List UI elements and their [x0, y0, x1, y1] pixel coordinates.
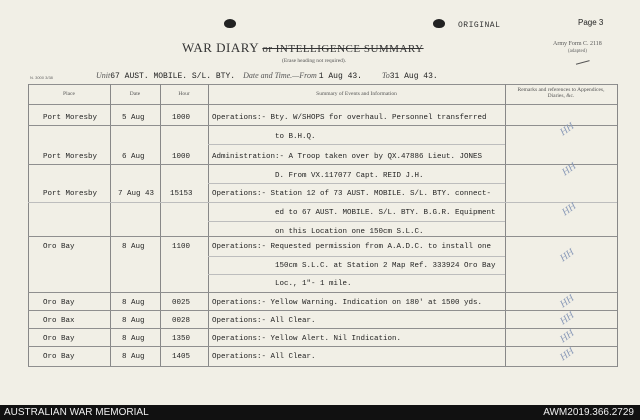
- row-date: 8 Aug: [122, 299, 145, 307]
- datetime-label: Date and Time.—From: [243, 71, 317, 80]
- remarks-initials: HH: [558, 120, 577, 139]
- punch-hole: [433, 19, 445, 28]
- row-hour: 1000: [172, 153, 191, 161]
- footer-reference: AWM2019.366.2729: [543, 407, 634, 418]
- row-date: 8 Aug: [122, 353, 145, 361]
- row-place: Port Moresby: [43, 114, 98, 122]
- remarks-initials: HH: [558, 292, 577, 311]
- row-rule: [28, 125, 617, 126]
- page-number: Page 3: [578, 18, 604, 27]
- summary-line: Operations:- Bty. W/SHOPS for overhaul. Personnel transferred: [212, 114, 487, 122]
- row-rule: [28, 236, 617, 237]
- summary-line: Operations:- All Clear.: [212, 317, 316, 325]
- row-place: Oro Bay: [43, 243, 75, 251]
- to-label: To: [381, 71, 390, 80]
- row-hour: 0025: [172, 299, 191, 307]
- unit-line: [96, 71, 438, 81]
- archive-footer: [0, 405, 640, 420]
- remarks-initials: HH: [560, 200, 579, 219]
- row-place: Oro Bax: [43, 317, 75, 325]
- remarks-initials: HH: [558, 327, 577, 346]
- row-rule: [28, 328, 617, 329]
- line-rule: [208, 274, 505, 275]
- row-date: 8 Aug: [122, 243, 145, 251]
- summary-line: Operations:- Yellow Warning. Indication on 180' at 1500 yds.: [212, 299, 483, 307]
- row-hour: 0028: [172, 317, 191, 325]
- punch-hole: [224, 19, 236, 28]
- col-header-date: Date: [129, 91, 141, 97]
- remarks-initials: HH: [558, 309, 577, 328]
- row-place: Port Moresby: [43, 153, 98, 161]
- col-divider: [505, 84, 506, 367]
- row-rule: [28, 346, 617, 347]
- summary-line: Loc., 1"- 1 mile.: [275, 280, 352, 288]
- line-rule: [208, 183, 505, 184]
- line-rule: [208, 256, 505, 257]
- header-rule: [28, 104, 617, 105]
- col-header-place: Place: [63, 91, 75, 97]
- summary-line: Operations:- All Clear.: [212, 353, 316, 361]
- row-place: Oro Bay: [43, 299, 75, 307]
- summary-line: Operations:- Yellow Alert. Nil Indication.: [212, 335, 402, 343]
- line-rule: [208, 144, 505, 145]
- col-header-summary: Summary of Events and Information: [316, 91, 397, 97]
- table-bottom-rule: [28, 366, 617, 367]
- row-date: 6 Aug: [122, 153, 145, 161]
- unit-value: 67 AUST. MOBILE. S/L. BTY.: [110, 72, 236, 81]
- row-date: 7 Aug 43: [118, 190, 155, 198]
- form-mark: [574, 54, 589, 64]
- table-border-right: [617, 84, 618, 367]
- title-struck: or INTELLIGENCE SUMMARY: [262, 43, 424, 55]
- row-rule: [28, 164, 617, 165]
- row-place: Oro Bay: [43, 353, 75, 361]
- line-rule: [208, 221, 505, 222]
- summary-line: D. From VX.117077 Capt. REID J.H.: [275, 172, 424, 180]
- summary-line: 150cm S.L.C. at Station 2 Map Ref. 333924 Oro Bay: [275, 262, 496, 270]
- summary-line: Operations:- Requested permission from A.A.D.C. to install one: [212, 243, 492, 251]
- row-hour: 1350: [172, 335, 191, 343]
- title-main: WAR DIARY: [182, 40, 259, 55]
- summary-line: to B.H.Q.: [275, 133, 316, 141]
- row-hour: 1405: [172, 353, 191, 361]
- document-title: [182, 40, 424, 56]
- row-date: 5 Aug: [122, 114, 145, 122]
- remarks-initials: HH: [560, 160, 579, 179]
- row-place: Oro Bay: [43, 335, 75, 343]
- summary-line: ed to 67 AUST. MOBILE. S/L. BTY. B.G.R. Equipment: [275, 209, 496, 217]
- row-hour: 15153: [170, 190, 193, 198]
- row-rule: [28, 202, 617, 203]
- col-divider: [160, 84, 161, 367]
- col-header-hour: Hour: [178, 91, 190, 97]
- to-value: 31 Aug 43.: [389, 72, 438, 81]
- from-value: 1 Aug 43.: [318, 72, 362, 81]
- row-date: 8 Aug: [122, 317, 145, 325]
- army-form-label: Army Form C. 2118: [553, 41, 602, 47]
- army-form-adapted: (adapted): [568, 49, 587, 54]
- table-border-left: [28, 84, 29, 367]
- erase-note: (Erase heading not required).: [282, 58, 347, 64]
- footer-institution: AUSTRALIAN WAR MEMORIAL: [4, 407, 149, 418]
- original-stamp: ORIGINAL: [458, 21, 501, 30]
- remarks-initials: HH: [558, 246, 577, 265]
- unit-label: Unit: [96, 71, 111, 80]
- print-code: N. 3000 3/38: [30, 75, 53, 80]
- col-header-remarks: Remarks and references to Appendices, Diaries, &c.: [517, 87, 605, 99]
- summary-line: on this Location one 150cm S.L.C.: [275, 228, 424, 236]
- table-top-rule: [28, 84, 617, 85]
- row-place: Port Moresby: [43, 190, 98, 198]
- summary-line: Operations:- Station 12 of 73 AUST. MOBILE. S/L. BTY. connect-: [212, 190, 492, 198]
- remarks-initials: HH: [558, 345, 577, 364]
- row-hour: 1000: [172, 114, 191, 122]
- row-hour: 1100: [172, 243, 191, 251]
- row-rule: [28, 310, 617, 311]
- col-divider: [208, 84, 209, 367]
- row-rule: [28, 292, 617, 293]
- summary-line: Administration:- A Troop taken over by QX.47886 Lieut. JONES: [212, 153, 483, 161]
- col-divider: [110, 84, 111, 367]
- row-date: 8 Aug: [122, 335, 145, 343]
